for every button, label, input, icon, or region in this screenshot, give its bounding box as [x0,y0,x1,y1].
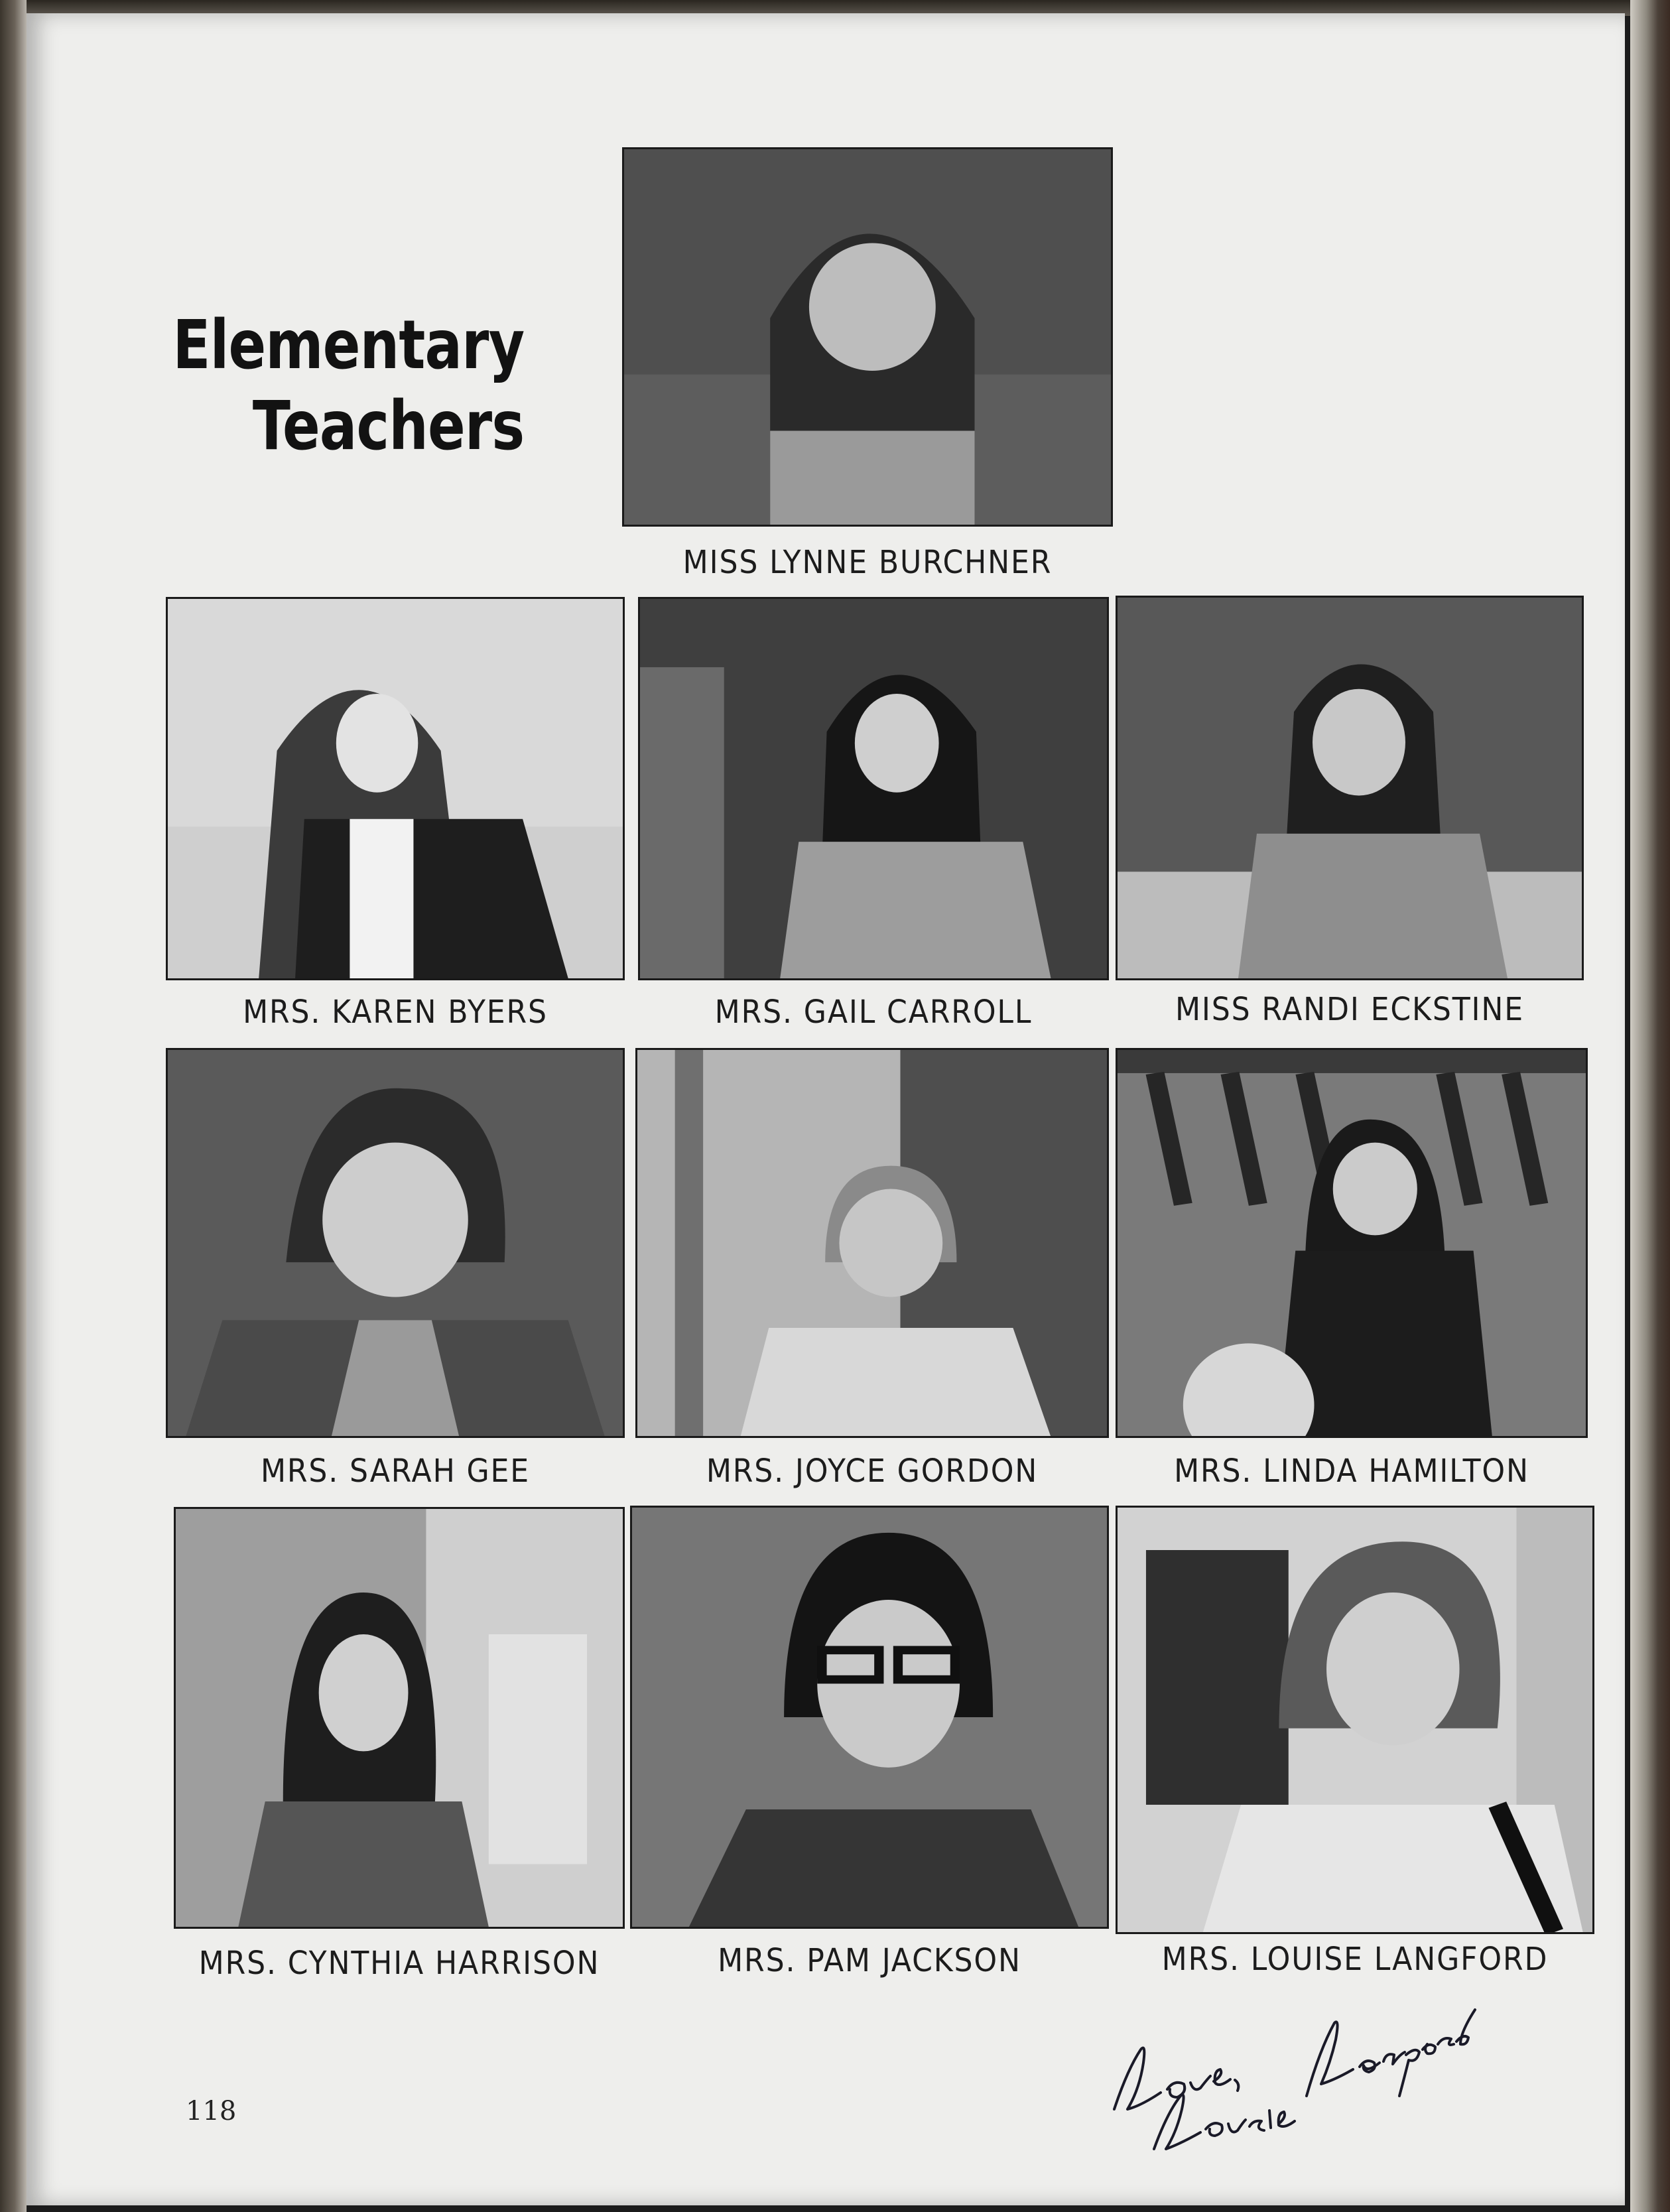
teacher-photo-eckstine [1116,596,1584,980]
teacher-caption-gordon: MRS. JOYCE GORDON [706,1453,1039,1490]
teacher-caption-hamilton: MRS. LINDA HAMILTON [1174,1453,1529,1490]
teacher-caption-langford: MRS. LOUISE LANGFORD [1161,1941,1549,1978]
teacher-caption-eckstine: MISS RANDI ECKSTINE [1175,991,1525,1028]
teacher-photo-hamilton [1116,1048,1588,1438]
handwritten-signature [1088,1970,1499,2169]
teacher-photo-gee [166,1048,625,1438]
teacher-caption-carroll: MRS. GAIL CARROLL [714,994,1033,1031]
teacher-caption-byers: MRS. KAREN BYERS [243,994,548,1031]
teacher-photo-harrison [174,1507,625,1929]
page-number: 118 [186,2096,237,2126]
page-title [172,305,524,467]
scan-border-left [0,0,27,2212]
teacher-caption-jackson: MRS. PAM JACKSON [718,1942,1021,1979]
title-line-2: Teachers [252,387,524,466]
teacher-photo-burchner [622,147,1113,527]
teacher-photo-byers [166,597,625,980]
teacher-caption-gee: MRS. SARAH GEE [260,1453,531,1490]
teacher-photo-gordon [635,1048,1109,1438]
yearbook-page [27,13,1625,2205]
teacher-caption-harrison: MRS. CYNTHIA HARRISON [198,1945,600,1982]
teacher-photo-langford [1116,1506,1594,1934]
title-line-1: Elementary [172,306,524,385]
teacher-caption-burchner: MISS LYNNE BURCHNER [682,544,1053,581]
teacher-photo-jackson [630,1506,1109,1929]
scan-border-right [1630,0,1670,2212]
teacher-photo-carroll [638,597,1109,980]
